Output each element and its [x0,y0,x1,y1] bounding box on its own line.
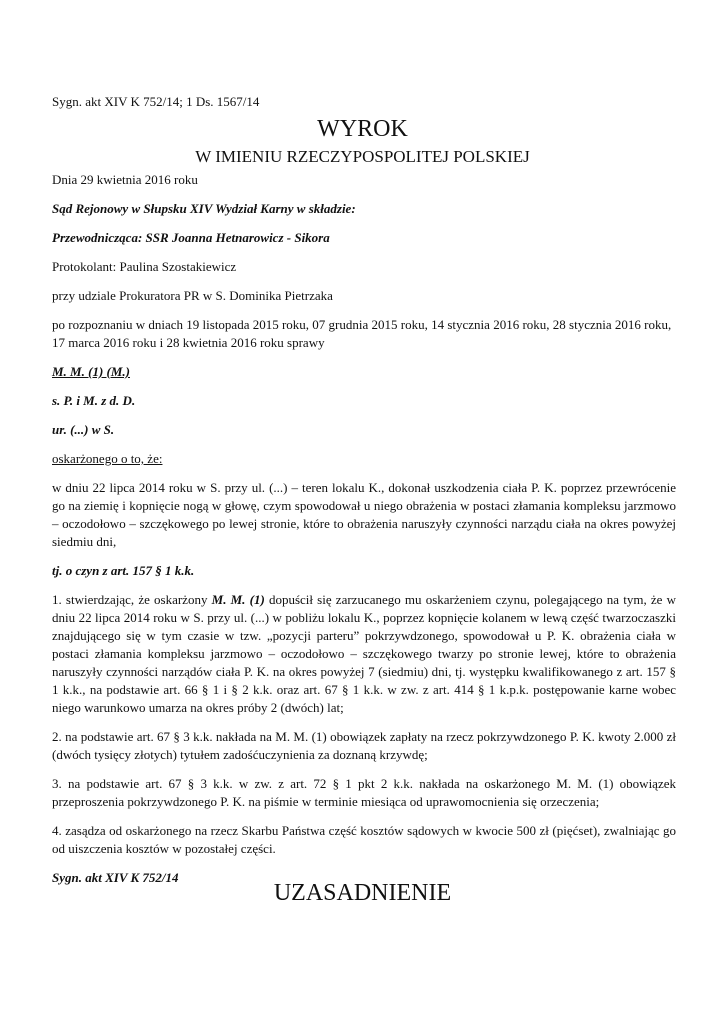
verdict-point-2: 2. na podstawie art. 67 § 3 k.k. nakłada na M. M. (1) obowiązek zapłaty na rzecz pokrzywdzonego P. K. kwoty 2.000 zł (dwóch tysięcy złotych) tytułem zadośćuczynienia za doznaną krzywdę; [52,729,676,762]
charge-description: w dniu 22 lipca 2014 roku w S. przy ul. (...) – teren lokalu K., dokonał uszkodzenia ciała P. K. poprzez przewrócenie go na ziemię i kopnięcie nogą w głowę, czym spowodował u niego obrażenia w postaci złamania kompleksu jarzmowo – oczodołowo – szczękowego po lewej stronie, które to obrażenia naruszyły czynności narządu ciała na okres powyżej siedmiu dni, [52,480,676,549]
judgment-body [52,171,676,887]
verdict-point-1-prefix: 1. stwierdzając, że oskarżony [52,592,212,607]
hearing-dates: po rozpoznaniu w dniach 19 listopada 2015 roku, 07 grudnia 2015 roku, 14 stycznia 2016 roku, 28 stycznia 2016 roku, 17 marca 2016 roku i 28 kwietnia 2016 roku sprawy [52,317,672,350]
court-clerk: Protokolant: Paulina Szostakiewicz [52,259,237,274]
charge-article: tj. o czyn z art. 157 § 1 k.k. [52,563,195,578]
prosecutor-line: przy udziale Prokuratora PR w S. Dominika Pietrzaka [52,288,333,303]
verdict-point-3: 3. na podstawie art. 67 § 3 k.k. w zw. z art. 72 § 1 pkt 2 k.k. nakłada na oskarżonego M. M. (1) obowiązek przeproszenia pokrzywdzonego P. K. na piśmie w terminie miesiąca od uprawomocnienia się orzeczenia; [52,776,676,809]
defendant-name: M. M. (1) (M.) [52,364,130,379]
verdict-point-1 [52,591,676,717]
defendant-parents: s. P. i M. z d. D. [52,393,136,408]
judgment-title: WYROK [317,116,408,142]
defendant-name-inline: M. M. (1) [211,592,265,607]
defendant-birth: ur. (...) w S. [52,422,115,437]
case-signature: Sygn. akt XIV K 752/14; 1 Ds. 1567/14 [52,94,260,109]
judgment-date: Dnia 29 kwietnia 2016 roku [52,172,198,187]
verdict-point-4: 4. zasądza od oskarżonego na rzecz Skarbu Państwa część kosztów sądowych w kwocie 500 zł (pięćset), zwalniając go od uiszczenia kosztów w pozostałej części. [52,823,676,856]
verdict-point-1-text: dopuścił się zarzucanego mu oskarżeniem czynu, polegającego na tym, że w dniu 22 lipca 2014 roku w S. przy ul. (...) w pobliżu lokalu K., poprzez kopnięcie kolanem w lewą część twarzoczaszki znajdującego się w tym czasie w tzw. „pozycji parteru” pokrzywdzonego, spowodował u P. K. obrażenia ciała w postaci złamania kompleksu jarzmowo – oczodołowo – szczękowego twarzy po stronie lewej, które to obrażenia naruszyły czynności narządów ciała P. K. na okres powyżej 7 (siedmiu) dni, tj. występku kwalifikowanego z art. 157 § 1 k.k., na podstawie art. 66 § 1 i § 2 k.k. oraz art. 67 § 1 k.k. w zw. z art. 414 § 1 k.p.k. postępowanie karne wobec niego warunkowo umarza na okres próby 2 (dwóch) lat; [52,592,676,715]
accusation-heading: oskarżonego o to, że: [52,451,163,466]
judgment-subtitle: W IMIENIU RZECZYPOSPOLITEJ POLSKIEJ [195,147,530,166]
case-signature-bottom: Sygn. akt XIV K 752/14 [52,870,179,885]
court-composition: Sąd Rejonowy w Słupsku XIV Wydział Karny w składzie: [52,201,356,216]
justification-title: UZASADNIENIE [273,880,452,906]
presiding-judge: Przewodnicząca: SSR Joanna Hetnarowicz - Sikora [52,230,330,245]
